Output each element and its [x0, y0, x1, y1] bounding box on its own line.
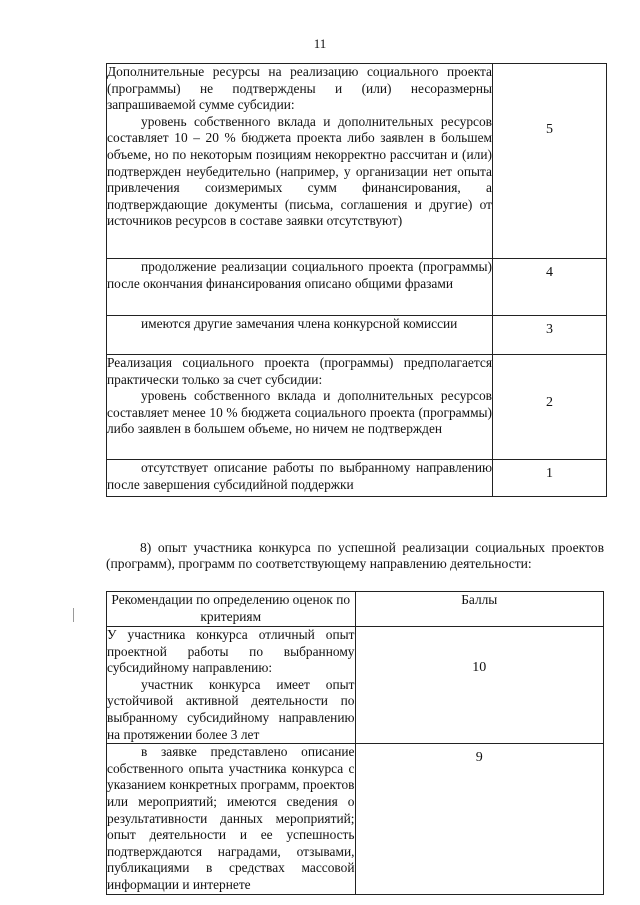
criteria-line: У участника конкурса отличный опыт проектной работы по выбранному субсидийному направлению: [107, 627, 355, 676]
criteria-text-cell [107, 355, 493, 460]
score-cell [493, 355, 607, 460]
score-cell [493, 316, 607, 355]
criteria-line: Дополнительные ресурсы на реализацию социального проекта (программы) не подтверждены и (или) несоразмерны запрашиваемой сумме субсидии: [107, 64, 492, 113]
score-value: 1 [546, 466, 553, 481]
criteria-line: Реализация социального проекта (программы) предполагается практически только за счет субсидии: [107, 355, 492, 387]
criteria-table-resources [106, 63, 607, 497]
score-value: 9 [475, 750, 483, 766]
margin-mark [73, 608, 74, 622]
table-row [107, 64, 607, 259]
criteria-line: продолжение реализации социального проекта (программы) после окончания финансирования описано общими фразами [107, 259, 492, 291]
table-row [107, 627, 604, 744]
table-row [107, 355, 607, 460]
criteria-line: уровень собственного вклада и дополнительных ресурсов составляет 10 – 20 % бюджета проекта либо заявлен в большем объеме, но по некоторым позициям некорректно рассчитан и (или) подтвержден неубедительно (например, у организации нет опыта привлечения соизмеримых сумм финансирования, а подтверждающие документы (письма, соглашения и другие) от источников ресурсов в составе заявки отсутствуют) [107, 113, 492, 229]
score-cell [493, 64, 607, 259]
criteria-table-experience [106, 591, 604, 895]
criteria-line: отсутствует описание работы по выбранному направлению после завершения субсидийной поддержки [107, 460, 492, 492]
column-header-criteria: Рекомендации по определению оценок по критериям [107, 592, 356, 627]
column-header-score: Баллы [355, 592, 604, 627]
section-8-text: 8) опыт участника конкурса по успешной реализации социальных проектов (программ), программ по соответствующему направлению деятельности: [106, 540, 604, 572]
criteria-text-cell [107, 744, 356, 894]
table-header-row [107, 592, 604, 627]
page-number: 11 [313, 36, 327, 51]
score-cell [355, 744, 604, 894]
score-value: 4 [546, 265, 553, 280]
table-row [107, 744, 604, 894]
criteria-text-cell [107, 259, 493, 316]
table-row [107, 460, 607, 497]
score-cell [493, 259, 607, 316]
score-cell [355, 627, 604, 744]
criteria-text-cell [107, 64, 493, 259]
criteria-line: участник конкурса имеет опыт устойчивой активной деятельности по выбранному субсидийному направлению на протяжении более 3 лет [107, 676, 355, 742]
criteria-text-cell [107, 316, 493, 355]
score-cell [493, 460, 607, 497]
criteria-line: в заявке представлено описание собственного опыта участника конкурса с указанием конкретных программ, проектов или мероприятий; имеются сведения о результативности данных мероприятий; опыт деятельности и ее успешность подтверждаются наградами, отзывами, публикациями в средствах массовой информации и интернете [107, 744, 355, 892]
table-row [107, 259, 607, 316]
score-value: 5 [546, 122, 553, 137]
criteria-line: уровень собственного вклада и дополнительных ресурсов составляет менее 10 % бюджета социального проекта (программы) либо заявлен в большем объеме, но ничем не подтвержден [107, 388, 492, 437]
score-value: 10 [472, 660, 487, 675]
criteria-line: имеются другие замечания члена конкурсной комиссии [141, 316, 458, 331]
table-row [107, 316, 607, 355]
score-value: 3 [546, 322, 553, 337]
score-value: 2 [546, 395, 553, 410]
criteria-text-cell [107, 460, 493, 497]
criteria-text-cell [107, 627, 356, 744]
